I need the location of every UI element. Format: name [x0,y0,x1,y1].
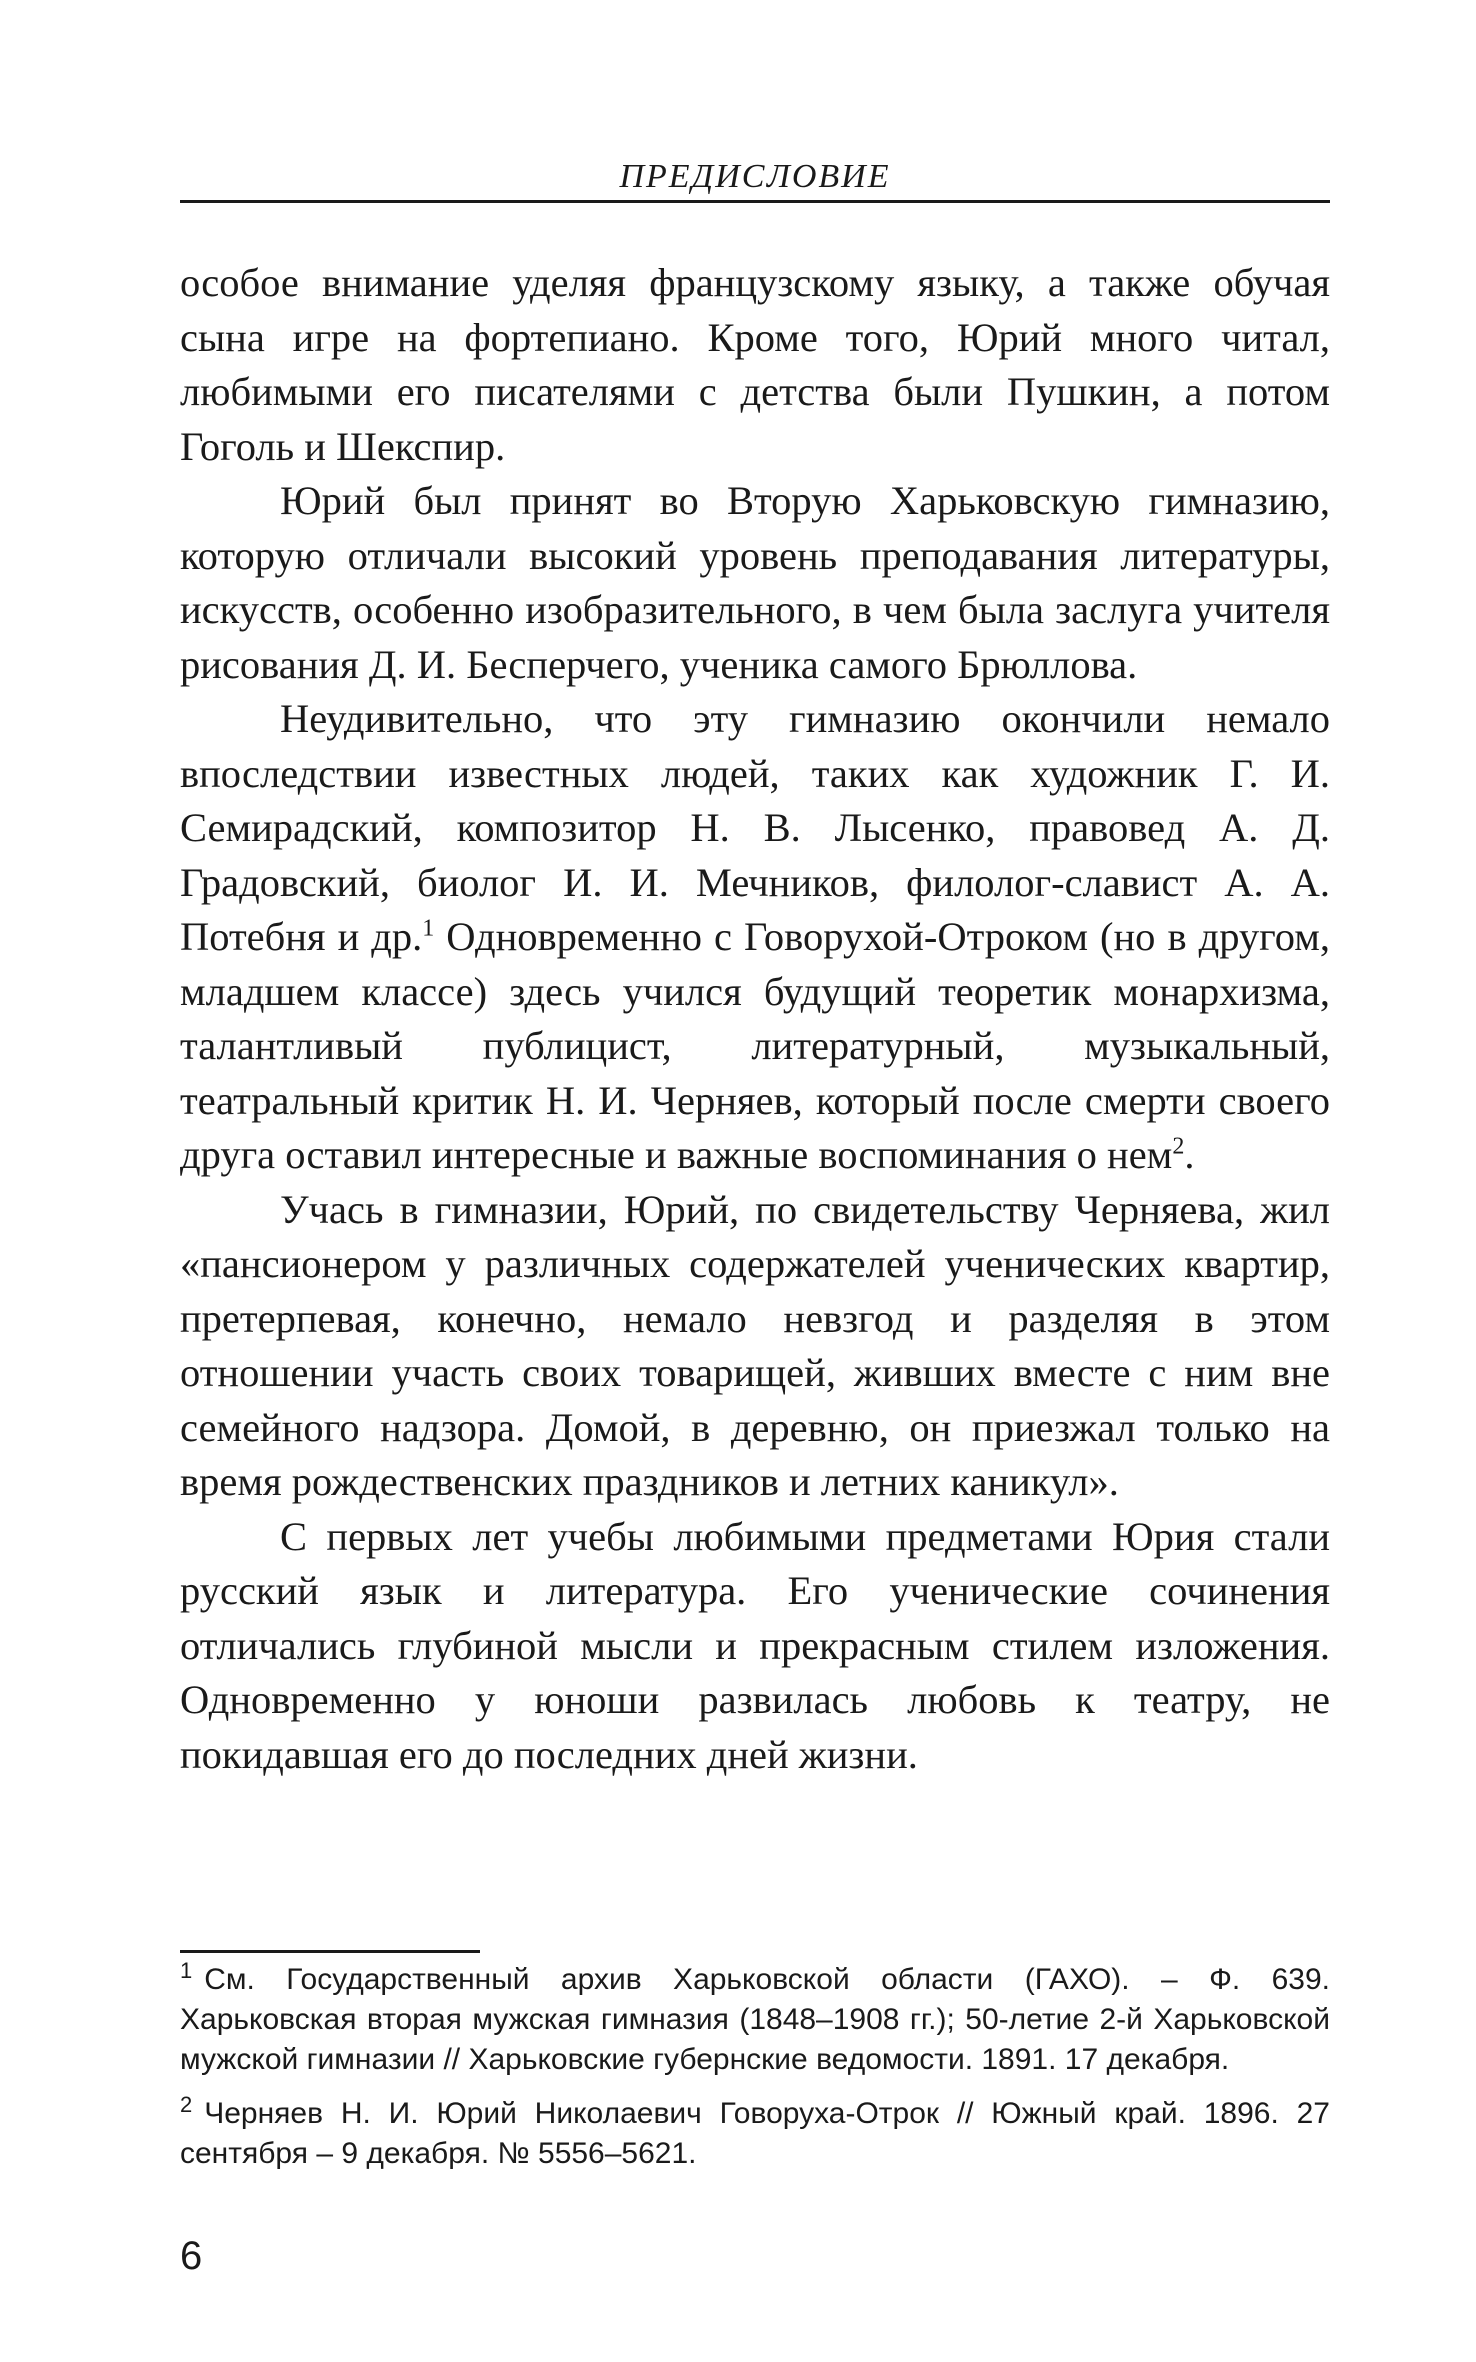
page-number: 6 [180,2234,203,2278]
paragraph-text: . [1184,1132,1195,1177]
footnote-divider [180,1950,480,1953]
footnote-marker: 2 [180,2092,193,2117]
footnote-1 [180,1960,1330,2080]
footnote-reference-2[interactable]: 2 [1172,1133,1185,1160]
main-text [180,256,1330,1782]
running-header [180,158,1330,203]
footnote-text: См. Государственный архив Харьковской области (ГАХО). – Ф. 639. Харьковская вторая мужская гимназия (1848–1908 гг.); 50-летие 2-й Харьковской мужской гимназии // Харьковские губернские ведомости. 1891. 17 декабря. [180,1963,1330,2076]
paragraph: С первых лет учебы любимыми предметами Юрия стали русский язык и литература. Его ученические сочинения отличались глубиной мысли и прекрасным стилем изложения. Одновременно у юноши развилась любовь к театру, не покидавшая его до последних дней жизни. [180,1513,1330,1777]
paragraph-text: Неудивительно, что эту гимназию окончили немало впоследствии известных людей, таких как художник Г. И. Семирадский, композитор Н. В. Лысенко, правовед А. Д. Градовский, биолог И. И. Мечников, филолог-славист А. А. Потебня и др. [180,696,1330,959]
paragraph-text: Одновременно с Говорухой-Отроком (но в другом, младшем классе) здесь учился будущий теоретик монархизма, талантливый публицист, литературный, музыкальный, театральный критик Н. И. Черняев, который после смерти своего друга оставил интересные и важные воспоминания о нем [180,914,1330,1177]
footnote-reference-1[interactable]: 1 [422,915,435,942]
paragraph: Учась в гимназии, Юрий, по свидетельству Черняева, жил «пансионером у различных содержателей ученических квартир, претерпевая, конечно, немало невзгод и разделяя в этом отношении участь своих товарищей, живших вместе с ним вне семейного надзора. Домой, в деревню, он приезжал только на время рождественских праздников и летних каникул». [180,1186,1330,1504]
footnote-marker: 1 [180,1958,193,1983]
paragraph: особое внимание уделяя французскому языку, а также обучая сына игре на фортепиано. Кроме того, Юрий много читал, любимыми его писателями с детства были Пушкин, а потом Гоголь и Шекспир. [180,260,1330,469]
footnote-2 [180,2094,1330,2174]
running-header-title: ПРЕДИСЛОВИЕ [619,158,891,195]
footnotes [180,1960,1330,2188]
footnote-text: Черняев Н. И. Юрий Николаевич Говоруха-Отрок // Южный край. 1896. 27 сентября – 9 декабря. № 5556–5621. [180,2097,1330,2170]
paragraph [180,692,1330,1183]
paragraph: Юрий был принят во Вторую Харьковскую гимназию, которую отличали высокий уровень преподавания литературы, искусств, особенно изобразительного, в чем была заслуга учителя рисования Д. И. Бесперчего, ученика самого Брюллова. [180,478,1330,687]
